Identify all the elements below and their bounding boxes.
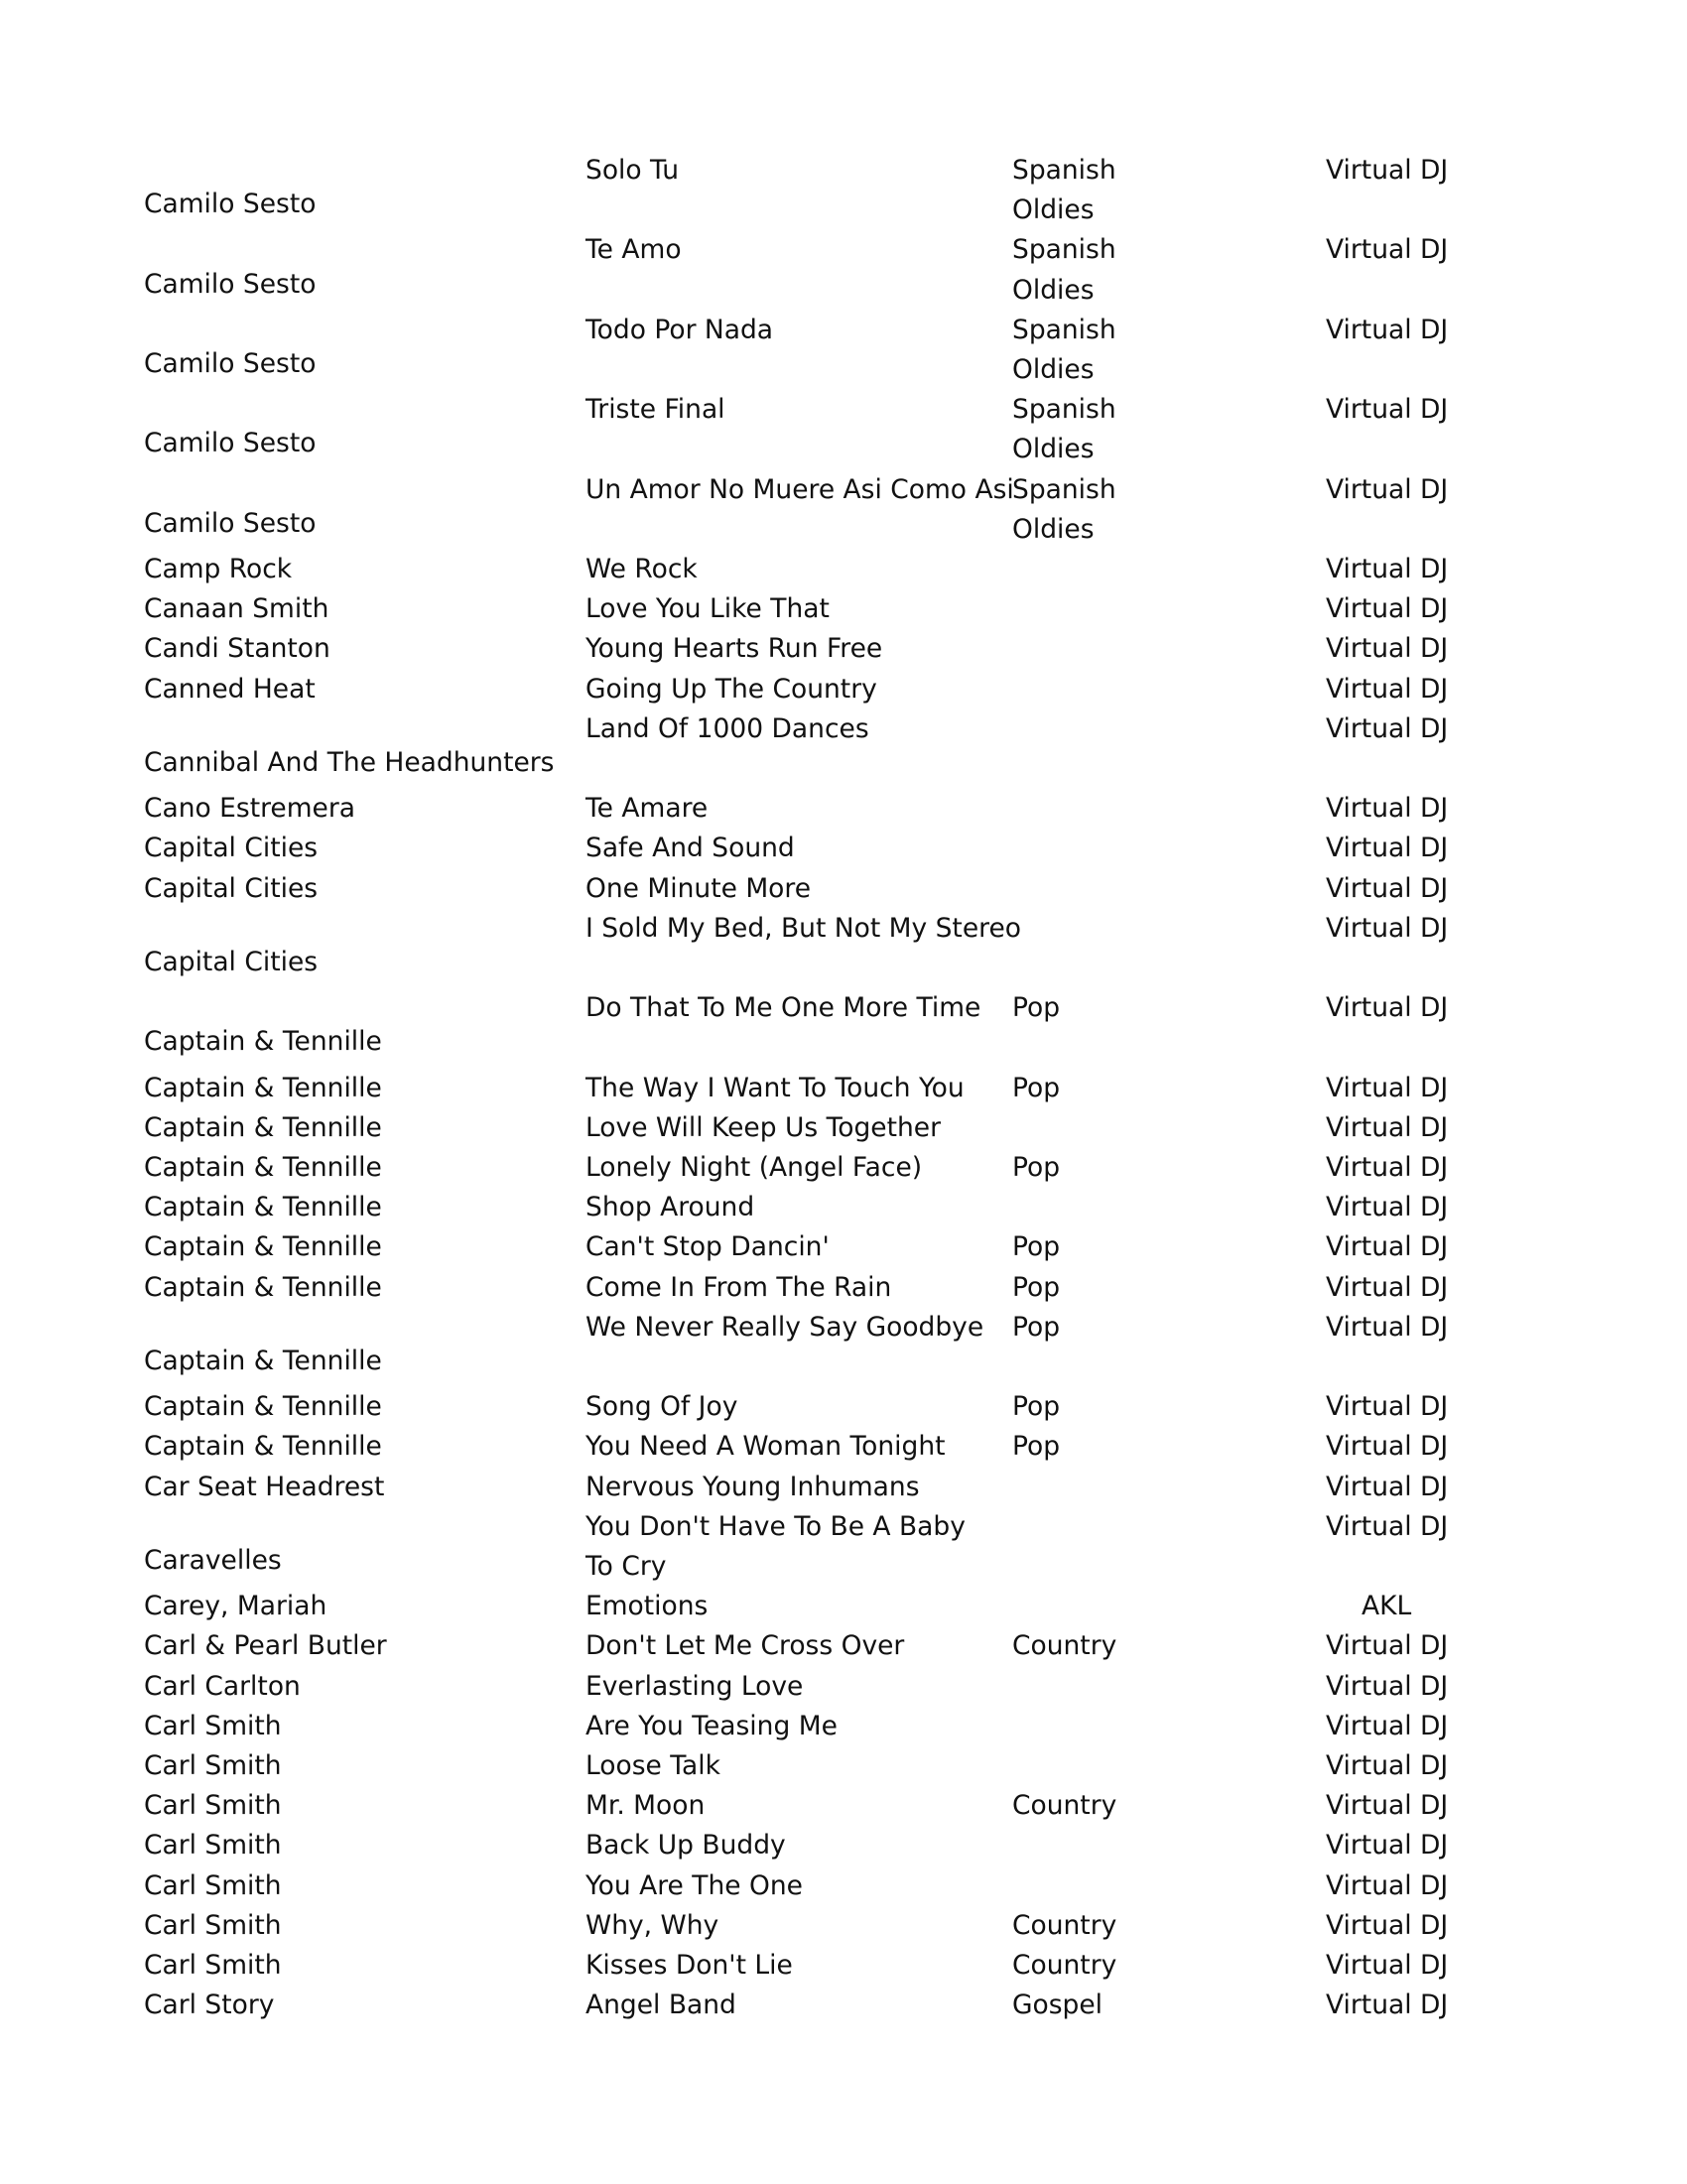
title-cell: Everlasting Love [585, 1670, 804, 1702]
title-cell: Te Amare [585, 793, 709, 825]
genre-cell: Gospel [1012, 1990, 1103, 2021]
source-cell: Virtual DJ [1326, 712, 1449, 744]
artist-cell: Captain & Tennille [144, 1026, 382, 1058]
title-cell: Going Up The Country [585, 673, 877, 705]
title-cell: Do That To Me One More Time [585, 992, 981, 1024]
artist-cell: Captain & Tennille [144, 1151, 382, 1183]
source-cell: Virtual DJ [1326, 155, 1449, 186]
artist-cell: Captain & Tennille [144, 1345, 382, 1376]
source-cell: Virtual DJ [1326, 1271, 1449, 1303]
artist-cell: Camilo Sesto [144, 347, 317, 379]
title-cell: Land Of 1000 Dances [585, 712, 869, 744]
song-list-table [144, 151, 1449, 2025]
source-cell: AKL [1362, 1591, 1412, 1622]
title-cell: Love You Like That [585, 593, 830, 625]
table-row [144, 1587, 1412, 1626]
table-row [144, 550, 1449, 589]
genre-cell: Pop [1012, 1072, 1061, 1103]
source-cell: Virtual DJ [1326, 1909, 1449, 1941]
table-row [144, 1148, 1449, 1188]
genre-cell: Spanish Oldies [1012, 314, 1116, 385]
genre-cell: Pop [1012, 1311, 1061, 1343]
table-row [144, 1468, 1449, 1507]
genre-cell: Pop [1012, 1391, 1061, 1423]
artist-cell: Capital Cities [144, 833, 319, 864]
artist-cell: Captain & Tennille [144, 1111, 382, 1143]
source-cell: Virtual DJ [1326, 1231, 1449, 1263]
table-row [144, 589, 1449, 629]
artist-cell: Caravelles [144, 1544, 282, 1576]
title-cell: One Minute More [585, 872, 812, 904]
genre-cell: Country [1012, 1630, 1117, 1662]
title-cell: I Sold My Bed, But Not My Stereo [585, 912, 1021, 944]
genre-cell: Pop [1012, 1431, 1061, 1463]
artist-cell: Carl & Pearl Butler [144, 1630, 387, 1662]
source-cell: Virtual DJ [1326, 1311, 1449, 1343]
table-row [144, 670, 1449, 709]
artist-cell: Candi Stanton [144, 633, 330, 665]
table-row [144, 390, 1449, 469]
title-cell: Don't Let Me Cross Over [585, 1630, 905, 1662]
source-cell: Virtual DJ [1326, 1710, 1449, 1741]
table-row [144, 1626, 1449, 1666]
title-cell: Young Hearts Run Free [585, 633, 883, 665]
title-cell: Te Amo [585, 234, 682, 266]
title-cell: Nervous Young Inhumans [585, 1471, 920, 1502]
table-row [144, 909, 1449, 988]
artist-cell: Captain & Tennille [144, 1431, 382, 1463]
artist-cell: Captain & Tennille [144, 1231, 382, 1263]
table-row [144, 1707, 1449, 1746]
artist-cell: Carl Smith [144, 1710, 282, 1741]
genre-cell: Spanish Oldies [1012, 394, 1116, 465]
table-row [144, 869, 1449, 909]
artist-cell: Carl Smith [144, 1749, 282, 1781]
artist-cell: Carl Smith [144, 1790, 282, 1822]
source-cell: Virtual DJ [1326, 1510, 1449, 1542]
title-cell: Song Of Joy [585, 1391, 738, 1423]
source-cell: Virtual DJ [1326, 1869, 1449, 1901]
artist-cell: Camilo Sesto [144, 428, 317, 459]
source-cell: Virtual DJ [1326, 1670, 1449, 1702]
artist-cell: Camp Rock [144, 553, 293, 584]
title-cell: Solo Tu [585, 155, 679, 186]
table-row [144, 829, 1449, 868]
table-row [144, 1866, 1449, 1906]
artist-cell: Carl Smith [144, 1830, 282, 1862]
title-cell: Come In From The Rain [585, 1271, 892, 1303]
source-cell: Virtual DJ [1326, 553, 1449, 584]
table-row [144, 1227, 1449, 1267]
source-cell: Virtual DJ [1326, 673, 1449, 705]
artist-cell: Car Seat Headrest [144, 1471, 385, 1502]
source-cell: Virtual DJ [1326, 1471, 1449, 1502]
title-cell: Triste Final [585, 394, 725, 426]
genre-cell: Country [1012, 1909, 1117, 1941]
table-row [144, 1108, 1449, 1148]
artist-cell: Carl Carlton [144, 1670, 301, 1702]
table-row [144, 1427, 1449, 1467]
title-cell: Loose Talk [585, 1749, 721, 1781]
artist-cell: Captain & Tennille [144, 1072, 382, 1103]
source-cell: Virtual DJ [1326, 1749, 1449, 1781]
source-cell: Virtual DJ [1326, 314, 1449, 345]
source-cell: Virtual DJ [1326, 473, 1449, 505]
title-cell: Are You Teasing Me [585, 1710, 838, 1741]
title-cell: You Are The One [585, 1869, 803, 1901]
source-cell: Virtual DJ [1326, 1630, 1449, 1662]
source-cell: Virtual DJ [1326, 1192, 1449, 1223]
source-cell: Virtual DJ [1326, 1949, 1449, 1981]
artist-cell: Carl Smith [144, 1949, 282, 1981]
genre-cell: Pop [1012, 992, 1061, 1024]
artist-cell: Capital Cities [144, 872, 319, 904]
table-row [144, 1387, 1449, 1427]
table-row [144, 709, 1449, 789]
table-row [144, 1188, 1449, 1227]
source-cell: Virtual DJ [1326, 793, 1449, 825]
title-cell: Kisses Don't Lie [585, 1949, 793, 1981]
artist-cell: Carey, Mariah [144, 1591, 327, 1622]
artist-cell: Capital Cities [144, 946, 319, 977]
source-cell: Virtual DJ [1326, 1990, 1449, 2021]
source-cell: Virtual DJ [1326, 1790, 1449, 1822]
table-row [144, 470, 1449, 550]
title-cell: Can't Stop Dancin' [585, 1231, 830, 1263]
artist-cell: Carl Story [144, 1990, 275, 2021]
artist-cell: Captain & Tennille [144, 1271, 382, 1303]
artist-cell: Camilo Sesto [144, 507, 317, 539]
table-row [144, 1667, 1449, 1707]
table-row [144, 988, 1449, 1068]
table-row [144, 789, 1449, 829]
artist-cell: Cano Estremera [144, 793, 355, 825]
genre-cell: Spanish Oldies [1012, 234, 1116, 306]
table-row [144, 1746, 1449, 1786]
title-cell: Emotions [585, 1591, 709, 1622]
genre-cell: Pop [1012, 1271, 1061, 1303]
title-cell: Love Will Keep Us Together [585, 1111, 941, 1143]
artist-cell: Captain & Tennille [144, 1391, 382, 1423]
title-cell: You Don't Have To Be A Baby To Cry [585, 1510, 966, 1582]
title-cell: Lonely Night (Angel Face) [585, 1151, 923, 1183]
artist-cell: Canned Heat [144, 673, 316, 705]
source-cell: Virtual DJ [1326, 633, 1449, 665]
genre-cell: Country [1012, 1790, 1117, 1822]
table-row [144, 1308, 1449, 1387]
source-cell: Virtual DJ [1326, 1431, 1449, 1463]
title-cell: Todo Por Nada [585, 314, 774, 345]
artist-cell: Cannibal And The Headhunters [144, 746, 555, 778]
table-row [144, 1507, 1449, 1587]
title-cell: Angel Band [585, 1990, 736, 2021]
source-cell: Virtual DJ [1326, 1151, 1449, 1183]
genre-cell: Spanish Oldies [1012, 473, 1116, 545]
table-row [144, 1069, 1449, 1108]
table-row [144, 311, 1449, 390]
source-cell: Virtual DJ [1326, 1072, 1449, 1103]
title-cell: Back Up Buddy [585, 1830, 786, 1862]
table-row [144, 1786, 1449, 1826]
genre-cell: Country [1012, 1949, 1117, 1981]
artist-cell: Camilo Sesto [144, 268, 317, 300]
source-cell: Virtual DJ [1326, 394, 1449, 426]
title-cell: Why, Why [585, 1909, 719, 1941]
title-cell: Safe And Sound [585, 833, 795, 864]
artist-cell: Canaan Smith [144, 593, 329, 625]
source-cell: Virtual DJ [1326, 833, 1449, 864]
artist-cell: Camilo Sesto [144, 189, 317, 220]
genre-cell: Spanish Oldies [1012, 155, 1116, 226]
title-cell: Un Amor No Muere Asi Como Asi [585, 473, 1014, 505]
title-cell: The Way I Want To Touch You [585, 1072, 965, 1103]
table-row [144, 1826, 1449, 1865]
artist-cell: Carl Smith [144, 1869, 282, 1901]
source-cell: Virtual DJ [1326, 593, 1449, 625]
source-cell: Virtual DJ [1326, 1391, 1449, 1423]
title-cell: Mr. Moon [585, 1790, 706, 1822]
source-cell: Virtual DJ [1326, 992, 1449, 1024]
source-cell: Virtual DJ [1326, 872, 1449, 904]
table-row [144, 1946, 1449, 1986]
title-cell: We Rock [585, 553, 698, 584]
genre-cell: Pop [1012, 1151, 1061, 1183]
title-cell: We Never Really Say Goodbye [585, 1311, 984, 1343]
table-row [144, 230, 1449, 310]
table-row [144, 1986, 1449, 2025]
source-cell: Virtual DJ [1326, 912, 1449, 944]
source-cell: Virtual DJ [1326, 1111, 1449, 1143]
source-cell: Virtual DJ [1326, 234, 1449, 266]
artist-cell: Captain & Tennille [144, 1192, 382, 1223]
table-row [144, 1268, 1449, 1308]
source-cell: Virtual DJ [1326, 1830, 1449, 1862]
table-row [144, 151, 1449, 230]
genre-cell: Pop [1012, 1231, 1061, 1263]
title-cell: Shop Around [585, 1192, 755, 1223]
title-cell: You Need A Woman Tonight [585, 1431, 946, 1463]
table-row [144, 629, 1449, 669]
artist-cell: Carl Smith [144, 1909, 282, 1941]
table-row [144, 1906, 1449, 1946]
